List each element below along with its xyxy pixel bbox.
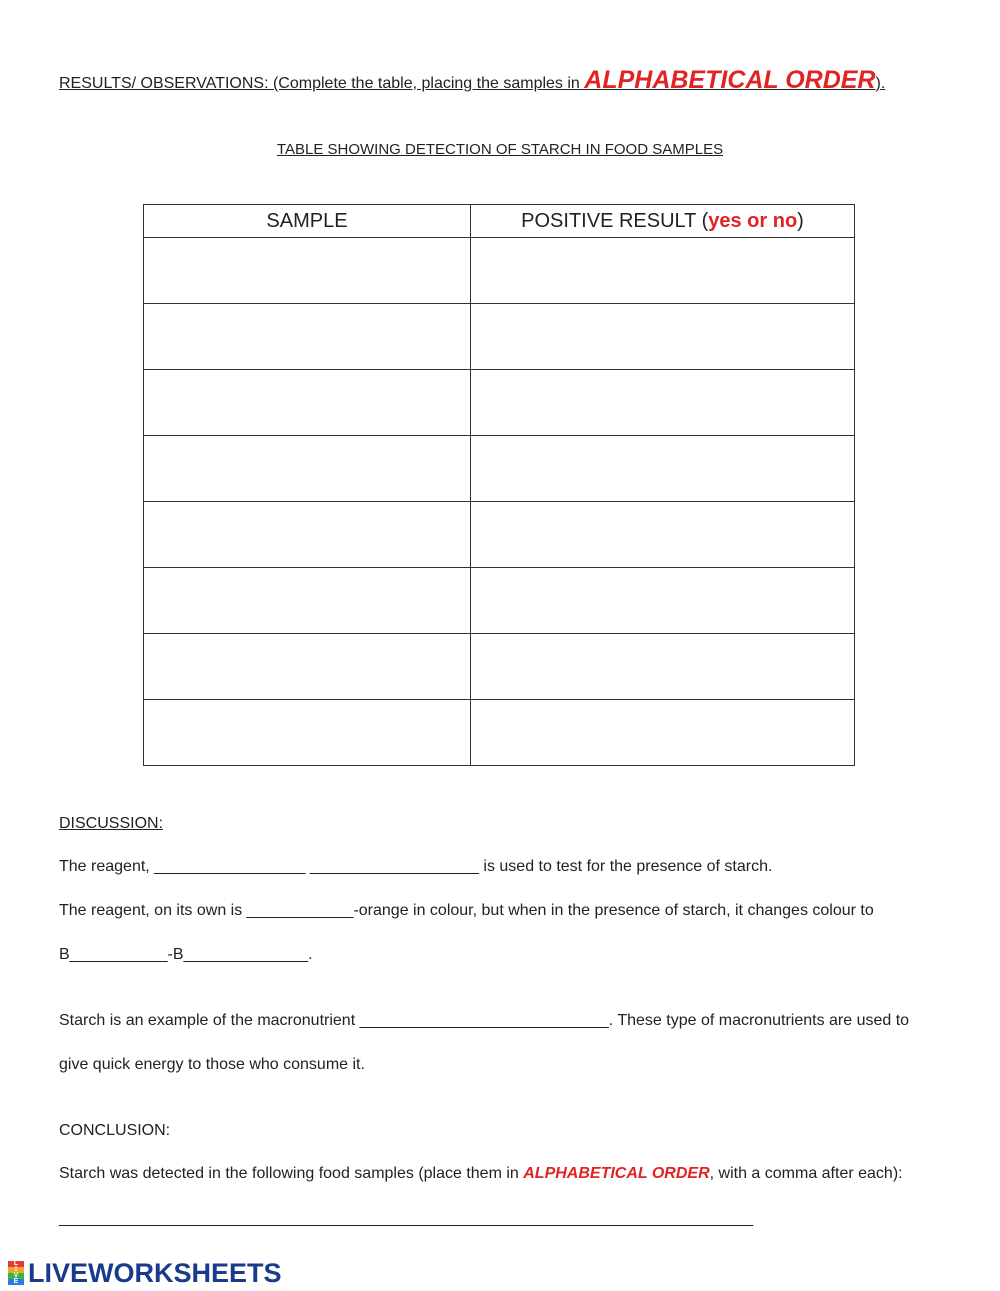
liveworksheets-logo-icon xyxy=(8,1261,24,1285)
result-header-highlight: yes or no xyxy=(708,209,798,232)
result-header-prefix: POSITIVE RESULT ( xyxy=(521,209,709,232)
logo-letter: E xyxy=(8,1279,24,1285)
table-header-row xyxy=(144,205,855,238)
conclusion-prefix: Starch was detected in the following food samples (place them in xyxy=(59,1165,524,1182)
liveworksheets-logo-text: LIVEWORKSHEETS xyxy=(28,1257,282,1288)
logo-letter: I xyxy=(8,1267,24,1273)
logo-letter: L xyxy=(8,1261,24,1267)
discussion-heading: DISCUSSION: xyxy=(59,815,164,832)
result-cell[interactable] xyxy=(471,568,855,634)
result-cell[interactable] xyxy=(471,304,855,370)
results-header-prefix: RESULTS/ OBSERVATIONS: (Complete the table, placing the samples in xyxy=(59,75,585,92)
sample-cell[interactable] xyxy=(144,238,471,304)
table-row xyxy=(144,238,855,304)
discussion-line-2: The reagent, on its own is ____________-orange in colour, but when in the presence of starch, it changes colour to xyxy=(59,902,874,919)
discussion-line-1: The reagent, _________________ ___________________ is used to test for the presence of starch. xyxy=(59,858,773,875)
discussion-line-5: give quick energy to those who consume it. xyxy=(59,1056,365,1073)
sample-cell[interactable] xyxy=(144,568,471,634)
result-cell[interactable] xyxy=(471,370,855,436)
logo-letter: V xyxy=(8,1273,24,1279)
conclusion-heading: CONCLUSION: xyxy=(59,1122,171,1139)
result-cell[interactable] xyxy=(471,238,855,304)
results-header-highlight: ALPHABETICAL ORDER xyxy=(584,66,876,94)
table-row xyxy=(144,568,855,634)
discussion-line-3: B___________-B______________. xyxy=(59,946,313,963)
table-row xyxy=(144,502,855,568)
results-table xyxy=(143,204,855,766)
table-title: TABLE SHOWING DETECTION OF STARCH IN FOOD SAMPLES xyxy=(276,141,724,158)
table-row xyxy=(144,436,855,502)
sample-cell[interactable] xyxy=(144,304,471,370)
result-cell[interactable] xyxy=(471,436,855,502)
sample-cell[interactable] xyxy=(144,700,471,766)
conclusion-line xyxy=(59,1165,903,1183)
table-row xyxy=(144,370,855,436)
result-cell[interactable] xyxy=(471,634,855,700)
sample-cell[interactable] xyxy=(144,436,471,502)
results-header xyxy=(59,66,885,95)
sample-column-header: SAMPLE xyxy=(144,205,471,238)
sample-cell[interactable] xyxy=(144,634,471,700)
conclusion-suffix: , with a comma after each): xyxy=(709,1165,903,1182)
result-cell[interactable] xyxy=(471,700,855,766)
sample-cell[interactable] xyxy=(144,370,471,436)
result-column-header xyxy=(471,205,855,238)
results-header-suffix: ). xyxy=(875,75,886,92)
sample-cell[interactable] xyxy=(144,502,471,568)
result-cell[interactable] xyxy=(471,502,855,568)
liveworksheets-logo xyxy=(8,1259,282,1287)
table-row xyxy=(144,700,855,766)
conclusion-answer-line[interactable]: ______________________________________________________________________________ xyxy=(59,1210,754,1227)
table-row xyxy=(144,304,855,370)
discussion-line-4: Starch is an example of the macronutrient ____________________________. These type of macronutrients are used to xyxy=(59,1012,910,1029)
result-header-suffix: ) xyxy=(797,209,804,232)
conclusion-highlight: ALPHABETICAL ORDER xyxy=(523,1165,710,1182)
table-row xyxy=(144,634,855,700)
